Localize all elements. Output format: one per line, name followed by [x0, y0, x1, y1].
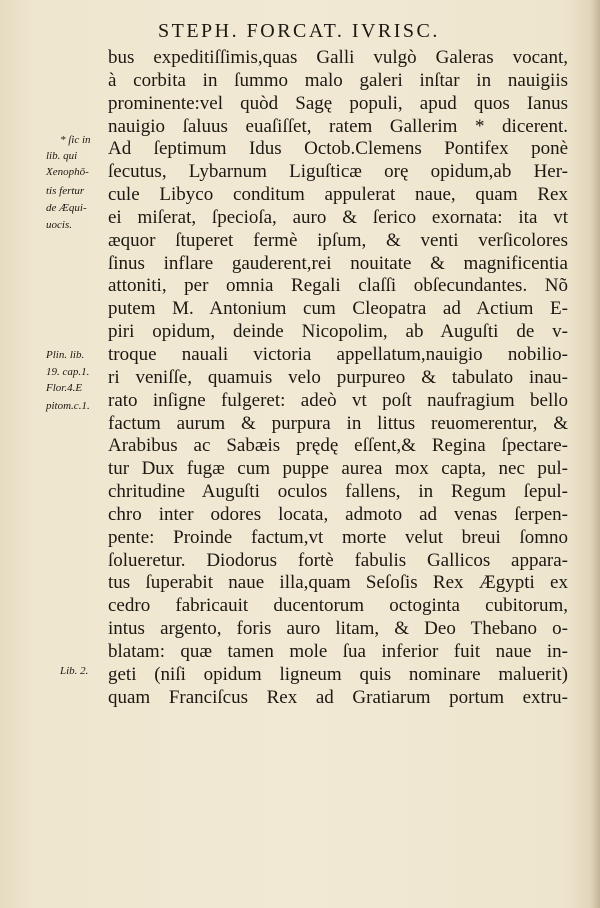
page-edge-shadow — [590, 0, 600, 908]
margin-note: de Æqui- — [46, 202, 87, 214]
text-line: Arabibus ac Sabæis prędę eſſent,& Regina ſpectare- — [108, 435, 568, 457]
text-line: chritudine Auguſti oculos fallens, in Regum ſepul- — [108, 481, 568, 503]
margin-note: * ſic in — [60, 134, 91, 146]
text-line: quam Franciſcus Rex ad Gratiarum portum extru- — [108, 686, 568, 708]
text-line: blatam: quæ tamen mole ſua inferior fuit naue in- — [108, 640, 568, 662]
text-line: attoniti, per omnia Regali claſſi obſecundantes. Nõ — [108, 275, 568, 297]
text-line: ri veniſſe, quamuis velo purpureo & tabulato inau- — [108, 366, 568, 388]
text-line: troque nauali victoria appellatum,nauigio nobilio- — [108, 343, 568, 365]
text-line: cedro fabricauit ducentorum octoginta cubitorum, — [108, 595, 568, 617]
text-line: nauigio ſaluus euaſiſſet, ratem Gallerim * dicerent. — [108, 115, 568, 137]
text-line: à corbita in ſummo malo galeri inſtar in nauigiis — [108, 69, 568, 91]
text-line: piri opidum, deinde Nicopolim, ab Auguſti de v- — [108, 321, 568, 343]
text-line: tur Dux fugæ cum puppe aurea mox capta, nec pul- — [108, 458, 568, 480]
text-line: prominente:vel quòd Sagę populi, apud quos Ianus — [108, 92, 568, 114]
margin-note: lib. qui — [46, 150, 78, 162]
text-line: cule Libyco conditum appulerat naue, quam Rex — [108, 184, 568, 206]
text-line: Ad ſeptimum Idus Octob.Clemens Pontifex ponè — [108, 138, 568, 160]
text-line: factum aurum & purpura in littus reuomerentur, & — [108, 412, 568, 434]
text-line: ei miſerat, ſpecioſa, auro & ſerico exornata: ita vt — [108, 206, 568, 228]
margin-note: 19. cap.1. — [46, 366, 90, 378]
margin-note: uocis. — [46, 219, 72, 231]
margin-note: tis fertur — [46, 185, 85, 197]
margin-note: pitom.c.1. — [46, 400, 90, 412]
text-line: ſolueretur. Diodorus fortè fabulis Gallicos appara- — [108, 549, 568, 571]
text-line: bus expeditiſſimis,quas Galli vulgò Galeras vocant, — [108, 47, 568, 68]
margin-note: Plin. lib. — [46, 349, 85, 361]
text-line: rato inſigne fulgeret: adeò vt poſt naufragium bello — [108, 389, 568, 411]
margin-note: Lib. 2. — [60, 665, 89, 677]
text-line: geti (niſi opidum ligneum quis nominare maluerit) — [108, 663, 568, 685]
running-head: STEPH. FORCAT. IVRISC. — [158, 20, 440, 42]
text-line: putem M. Antonium cum Cleopatra ad Actium E- — [108, 298, 568, 320]
text-line: pente: Proinde factum,vt morte velut breui ſomno — [108, 526, 568, 548]
margin-note: Xenophō- — [46, 166, 89, 178]
text-line: intus argento, foris auro litam, & Deo Thebano o- — [108, 618, 568, 640]
body-text — [108, 47, 568, 709]
text-line: ſecutus, Lybarnum Liguſticæ orę opidum,ab Her- — [108, 161, 568, 183]
text-line: ſinus inflare gauderent,rei nouitate & magnificentia — [108, 252, 568, 274]
text-line: æquor ſtuperet fermè ipſum, & venti verſicolores — [108, 229, 568, 251]
margin-note: Flor.4.E — [46, 382, 83, 394]
text-line: tus ſuperabit naue illa,quam Seſoſis Rex Ægypti ex — [108, 572, 568, 594]
text-line: chro inter odores locata, admoto ad venas ſerpen- — [108, 503, 568, 525]
